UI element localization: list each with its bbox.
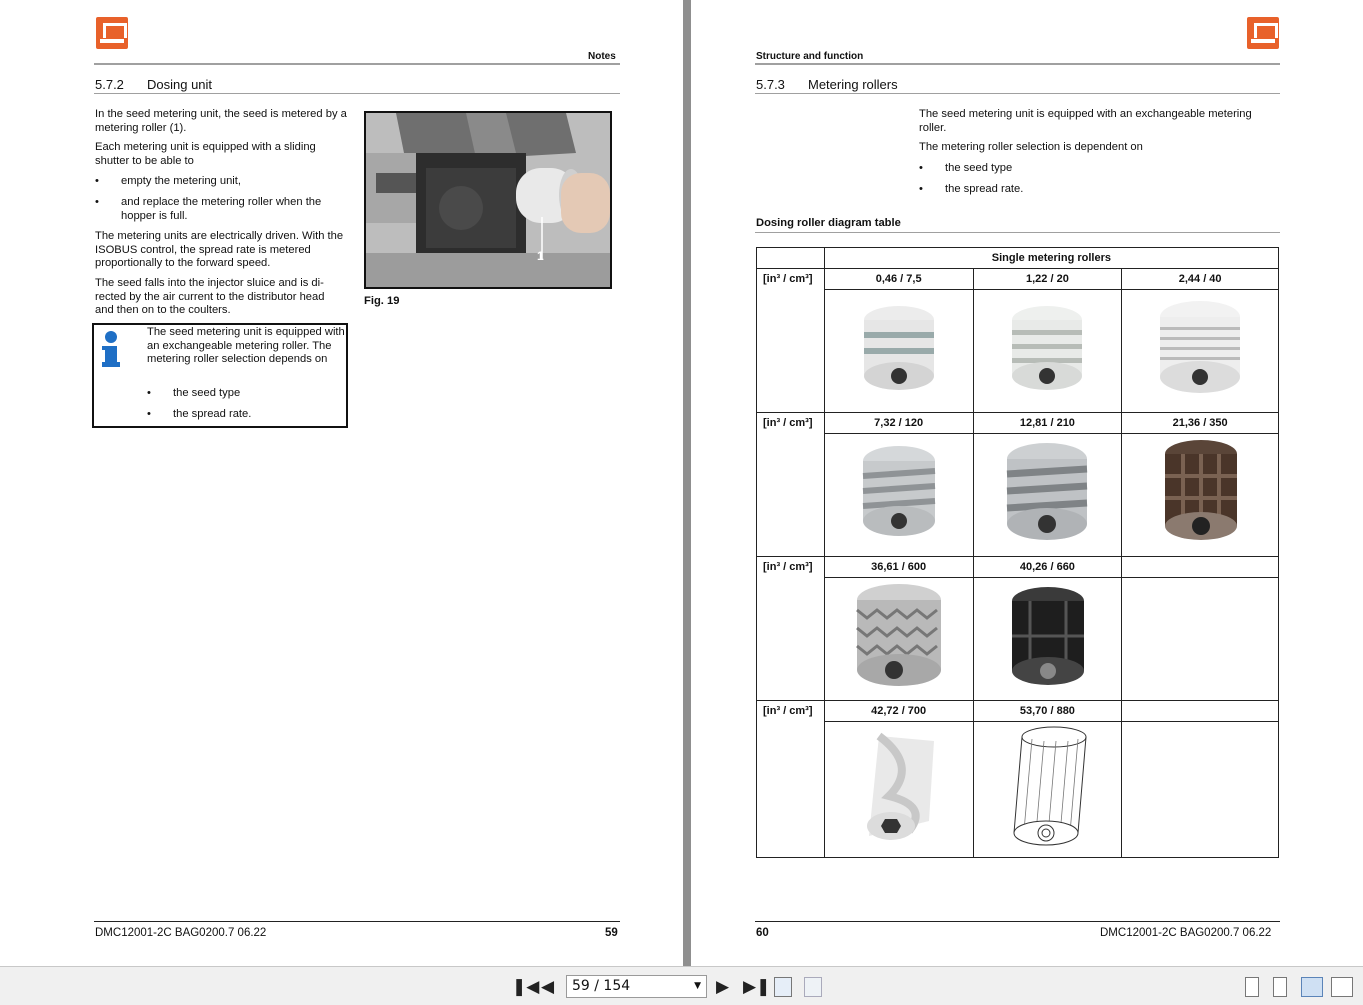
roller-image — [1122, 290, 1279, 413]
table-title: Single metering rollers — [824, 248, 1278, 269]
page-number-value: 59 / 154 — [572, 978, 631, 994]
roller-image — [824, 434, 973, 557]
bullet-item: • the seed type — [945, 162, 1245, 176]
bullet-item: • the spread rate. — [945, 183, 1245, 197]
paragraph: The metering roller selection is dependent on — [919, 141, 1143, 153]
rotate-view-icon[interactable] — [774, 977, 792, 997]
roller-image — [973, 434, 1122, 557]
bullet-item: • and replace the metering roller when the hopper is full. — [121, 196, 346, 223]
first-page-icon[interactable]: ❚◀ — [512, 977, 540, 996]
roller-capacity: 21,36 / 350 — [1122, 413, 1279, 434]
roller-capacity: 7,32 / 120 — [824, 413, 973, 434]
footer-page-number: 60 — [756, 927, 769, 939]
empty-cell — [1122, 578, 1279, 701]
paragraph: Each metering unit is equipped with a sliding shutter to be able to — [95, 141, 316, 167]
header-rule — [755, 63, 1280, 65]
empty-cell — [1122, 722, 1279, 858]
roller-capacity: 36,61 / 600 — [824, 557, 973, 578]
figure-callout: 1 — [537, 249, 544, 263]
paragraph: In the seed metering unit, the seed is metered by a metering roller (1). — [95, 108, 347, 134]
paragraph: The seed metering unit is equipped with an exchangeable metering roller. — [919, 108, 1252, 134]
info-text: The seed metering unit is equipped with an exchangeable metering roller. The metering roller selection depends on — [147, 326, 345, 365]
roller-capacity: 0,46 / 7,5 — [824, 269, 973, 290]
info-note-box — [92, 323, 348, 428]
viewer-toolbar — [0, 966, 1363, 1005]
page-header-label: Notes — [588, 51, 616, 62]
section-title: Dosing unit — [147, 77, 213, 92]
footer-rule — [755, 921, 1280, 922]
roller-capacity: 40,26 / 660 — [973, 557, 1122, 578]
roller-capacity: 1,22 / 20 — [973, 269, 1122, 290]
unit-label: [in³ / cm³] — [757, 269, 825, 413]
header-rule — [94, 63, 620, 65]
brand-logo — [96, 17, 128, 49]
two-page-continuous-view-icon[interactable] — [1331, 977, 1353, 997]
table-heading-rule — [755, 232, 1280, 233]
metering-roller-table — [756, 247, 1279, 858]
figure-caption: Fig. 19 — [364, 295, 400, 307]
chevron-down-icon[interactable]: ▼ — [694, 981, 701, 991]
figure-19-photo — [364, 111, 612, 289]
section-title: Metering rollers — [808, 77, 898, 92]
roller-image — [973, 290, 1122, 413]
last-page-icon[interactable]: ▶❚ — [743, 977, 771, 996]
previous-page-icon[interactable]: ◀ — [541, 977, 555, 996]
two-page-view-icon[interactable] — [1301, 977, 1323, 997]
section-rule — [755, 93, 1280, 94]
roller-image — [824, 578, 973, 701]
unit-label: [in³ / cm³] — [757, 557, 825, 701]
continuous-view-icon[interactable] — [1273, 977, 1287, 997]
table-heading: Dosing roller diagram table — [756, 217, 901, 229]
page-59 — [0, 0, 683, 966]
bullet-item: • empty the metering unit, — [121, 175, 346, 189]
section-number: 5.7.2 — [95, 77, 124, 92]
copy-view-icon[interactable] — [804, 977, 822, 997]
roller-image — [824, 290, 973, 413]
footer-page-number: 59 — [605, 927, 618, 939]
roller-image — [1122, 434, 1279, 557]
info-bullet: • the seed type — [173, 387, 333, 401]
unit-label: [in³ / cm³] — [757, 413, 825, 557]
page-60 — [691, 0, 1363, 966]
paragraph: The seed falls into the injector sluice and is di-rected by the air current to the distributor head and then on to the coulters. — [95, 277, 325, 316]
paragraph: The metering units are electrically driven. With the ISOBUS control, the spread rate is metered proportionally to the forward speed. — [95, 230, 344, 269]
roller-image — [824, 722, 973, 858]
roller-drawing — [973, 722, 1122, 858]
roller-capacity: 42,72 / 700 — [824, 701, 973, 722]
page-header-label: Structure and function — [756, 51, 864, 62]
info-bullet: • the spread rate. — [173, 408, 333, 422]
roller-capacity: 53,70 / 880 — [973, 701, 1122, 722]
roller-capacity-empty — [1122, 557, 1279, 578]
roller-capacity: 2,44 / 40 — [1122, 269, 1279, 290]
brand-logo — [1247, 17, 1279, 49]
roller-image — [973, 578, 1122, 701]
metering-unit-photo — [366, 113, 610, 287]
single-page-view-icon[interactable] — [1245, 977, 1259, 997]
info-icon — [100, 331, 122, 369]
section-number: 5.7.3 — [756, 77, 785, 92]
page-number-select[interactable] — [566, 975, 707, 998]
next-page-icon[interactable]: ▶ — [716, 977, 730, 996]
roller-capacity: 12,81 / 210 — [973, 413, 1122, 434]
roller-capacity-empty — [1122, 701, 1279, 722]
footer-document-code: DMC12001-2C BAG0200.7 06.22 — [95, 927, 267, 939]
section-rule — [94, 93, 620, 94]
footer-rule — [94, 921, 620, 922]
footer-document-code: DMC12001-2C BAG0200.7 06.22 — [1100, 927, 1272, 939]
unit-label: [in³ / cm³] — [757, 701, 825, 858]
